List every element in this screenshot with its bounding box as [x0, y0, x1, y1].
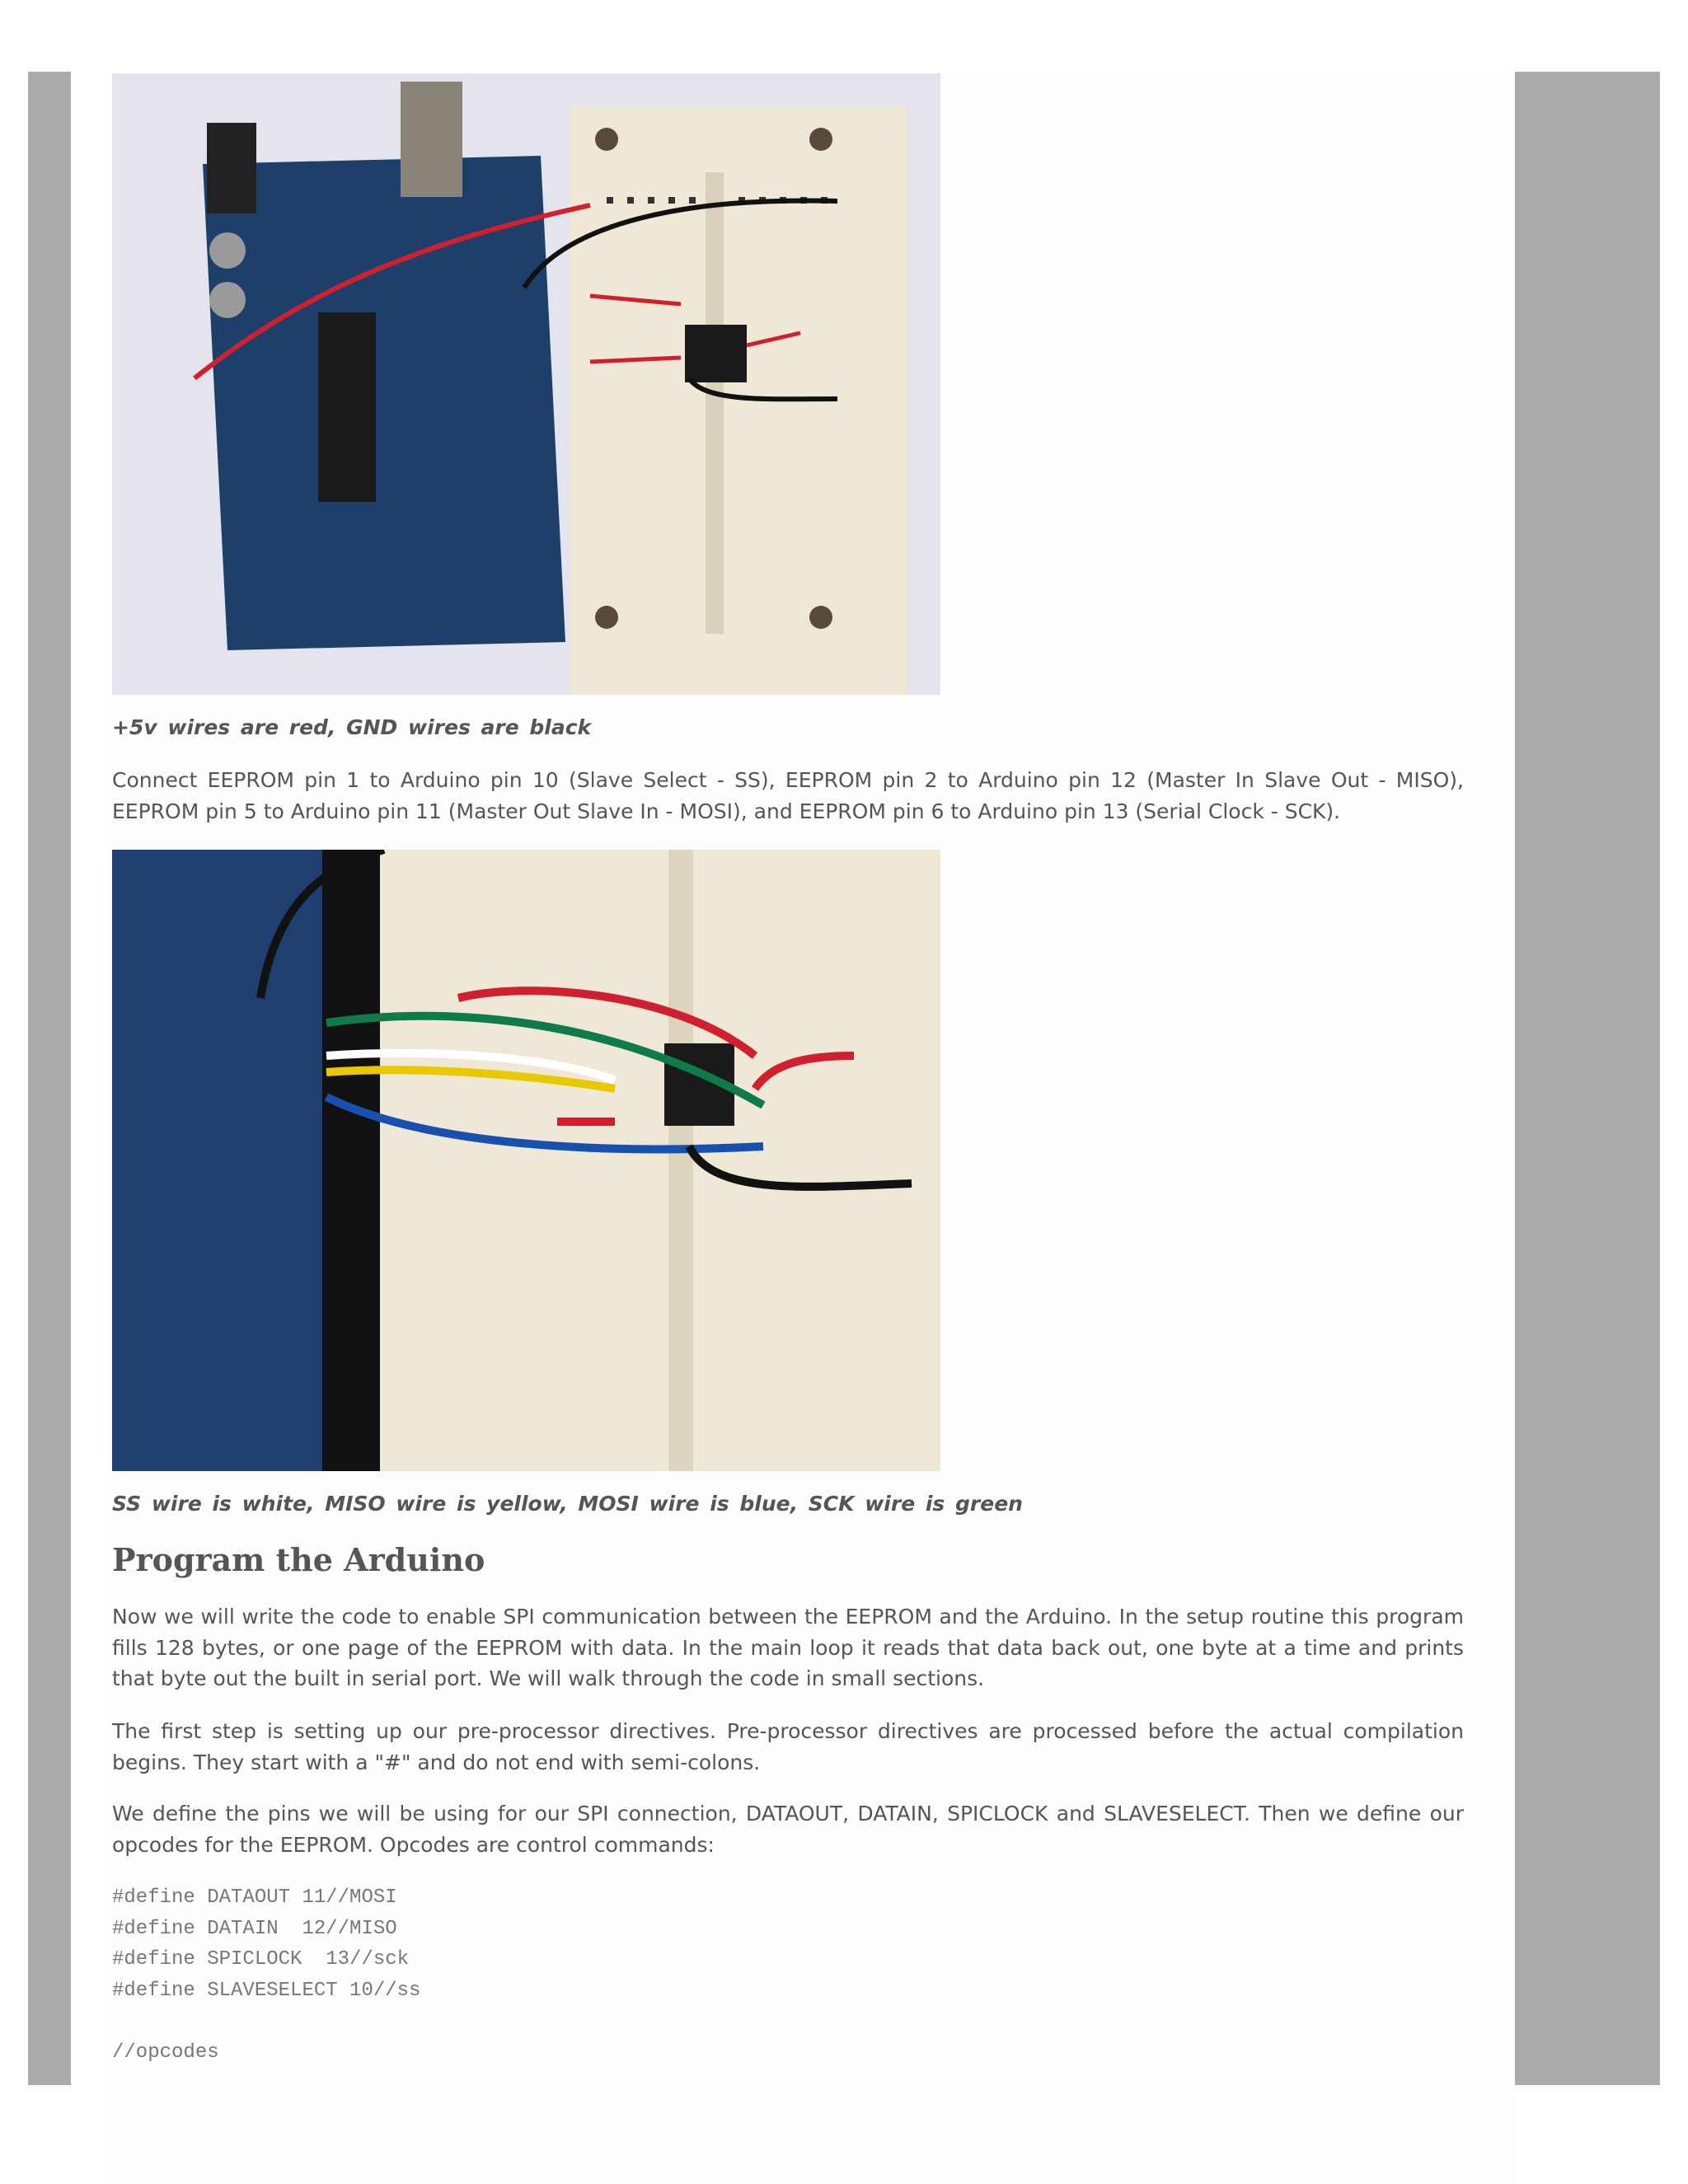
left-margin-bar	[28, 72, 71, 2085]
paragraph-pins: We define the pins we will be using for our SPI connection, DATAOUT, DATAIN, SPICLOCK and SLAVESELECT. Then we define our opcodes for the EEPROM. Opcodes are control commands:	[112, 1802, 1464, 1857]
paragraph-connect: Connect EEPROM pin 1 to Arduino pin 10 (Slave Select - SS), EEPROM pin 2 to Arduino pin 12 (Master In Slave Out - MISO), EEPROM pin 5 to Arduino pin 11 (Master Out Slave In - MOSI), and EEPROM pin 6 to Arduino pin 13 (Serial Clock - SCK).	[112, 768, 1464, 823]
photo-caption: SS wire is white, MISO wire is yellow, MOSI wire is blue, SCK wire is green	[112, 1492, 1023, 1516]
section-heading: Program the Arduino	[112, 1541, 485, 1578]
paragraph-preprocessor: The first step is setting up our pre-processor directives. Pre-processor directives are processed before the actual compilation begins. They start with a "#" and do not end with semi-colons.	[112, 1719, 1464, 1774]
photo-spi-wiring	[112, 850, 940, 1471]
photo-arduino-breadboard-power	[112, 73, 940, 695]
right-margin-bar	[1515, 72, 1660, 2085]
photo-caption: +5v wires are red, GND wires are black	[112, 715, 592, 739]
code-block: #define DATAOUT 11//MOSI #define DATAIN 12//MISO #define SPICLOCK 13//sck #define SLAVESELECT 10//ss //opcodes	[112, 1886, 421, 2064]
paragraph-intro: Now we will write the code to enable SPI communication between the EEPROM and the Arduino. In the setup routine this program fills 128 bytes, or one page of the EEPROM with data. In the main loop it reads that data back out, one byte at a time and prints that byte out the built in serial port. We will walk through the code in small sections.	[112, 1605, 1464, 1690]
